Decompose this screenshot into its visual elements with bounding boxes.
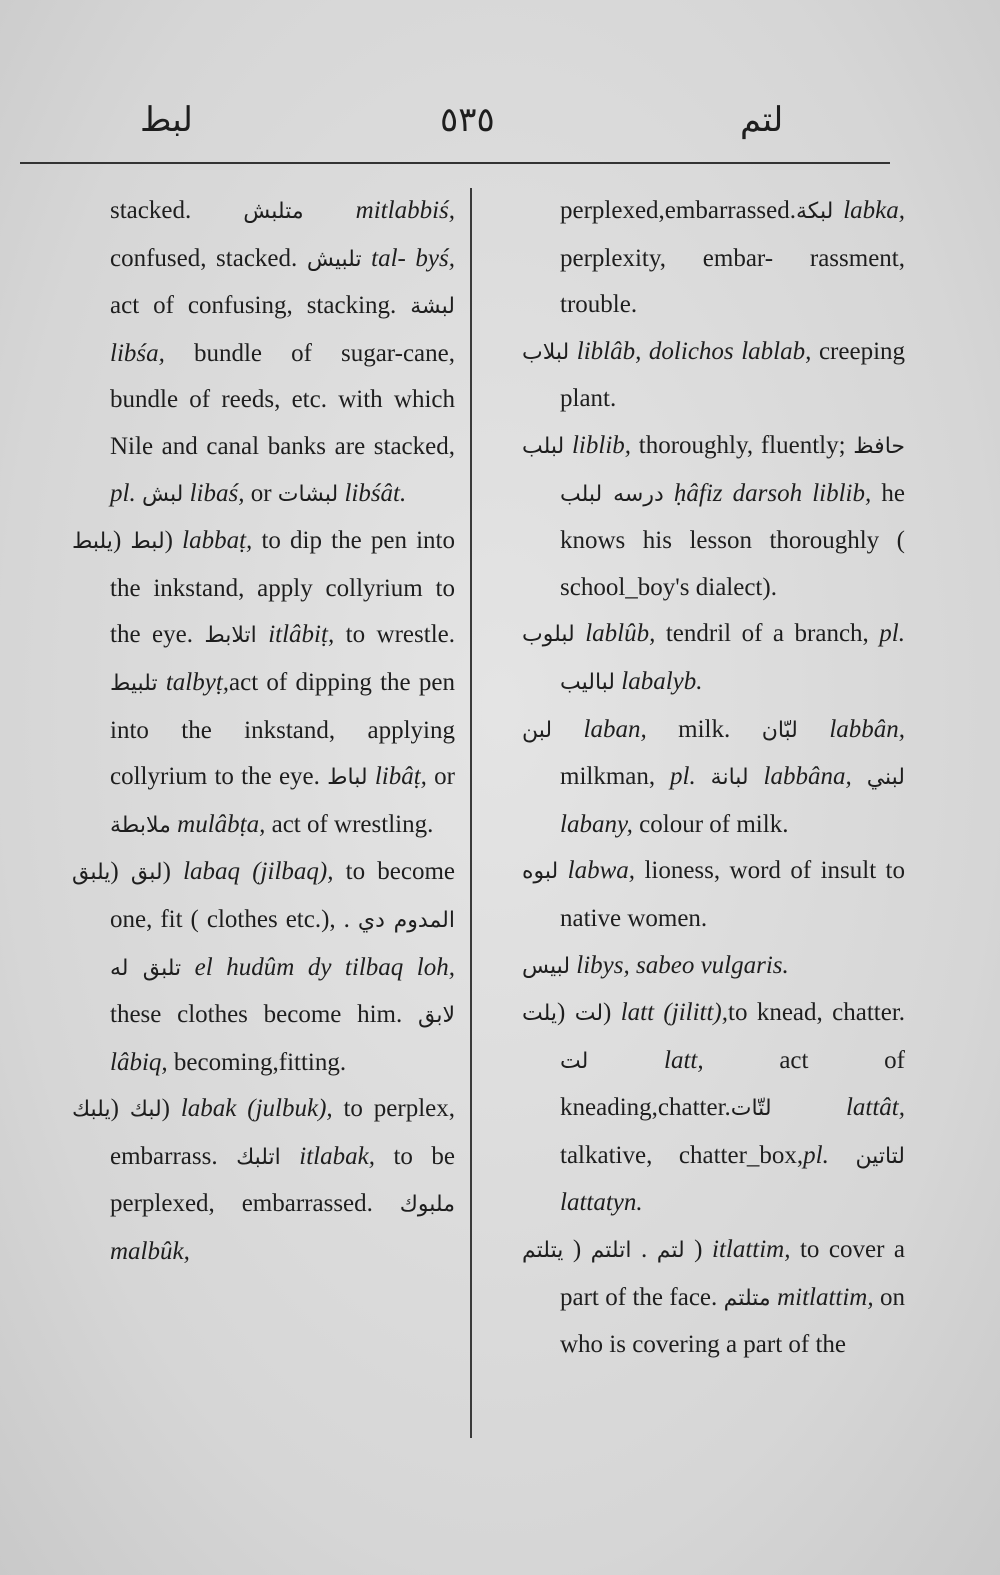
entry-headword: لبلب bbox=[522, 433, 565, 459]
arabic-term: اتلابط bbox=[204, 623, 257, 649]
arabic-term: تلبيش bbox=[306, 246, 362, 272]
transliteration: talbyṭ, bbox=[157, 668, 230, 696]
definition-text: ) bbox=[603, 999, 621, 1027]
arabic-term: لابق bbox=[417, 1003, 455, 1029]
transliteration: tal- byś, bbox=[361, 244, 455, 272]
definition-text: creeping plant. bbox=[560, 337, 906, 413]
transliteration: itlattim, bbox=[712, 1236, 791, 1264]
transliteration: lattât, bbox=[771, 1094, 905, 1122]
transliteration: libaś, bbox=[183, 479, 245, 507]
transliteration: malbûk, bbox=[110, 1238, 190, 1266]
transliteration: lâbiq, bbox=[110, 1048, 168, 1076]
definition-text: ( bbox=[110, 858, 119, 886]
definition-text: on who is covering a part of the bbox=[560, 1283, 905, 1359]
dictionary-entry bbox=[522, 848, 905, 942]
arabic-term: لبّان bbox=[761, 717, 798, 743]
arabic-term: تلبيط bbox=[110, 670, 158, 696]
arabic-term: لت bbox=[560, 1048, 589, 1074]
transliteration: el hudûm dy tilbaq loh, bbox=[181, 953, 455, 981]
transliteration: lablûb, bbox=[585, 620, 656, 648]
arabic-term: يتلتم bbox=[522, 1238, 564, 1264]
arabic-term: لبشة bbox=[410, 294, 455, 320]
dictionary-entry bbox=[522, 1227, 905, 1369]
arabic-term: متلبش bbox=[243, 199, 304, 224]
definition-text: these clothes become him. bbox=[110, 1001, 418, 1029]
transliteration: pl. bbox=[110, 479, 142, 507]
transliteration: liblâb, dolichos lablab, bbox=[576, 337, 812, 365]
arabic-term: يلبك bbox=[72, 1097, 111, 1123]
transliteration: labaq (jilbaq), bbox=[183, 858, 334, 886]
transliteration: labalyb. bbox=[615, 667, 703, 695]
definition-text: lioness, word of insult to native women. bbox=[560, 857, 906, 932]
definition-text: tendril of a branch, bbox=[655, 620, 880, 648]
dictionary-entry bbox=[72, 518, 455, 849]
entry-headword: لبيس bbox=[522, 953, 571, 979]
definition-text: perplexed,embarrassed. bbox=[560, 197, 796, 224]
definition-text: confused, stacked. bbox=[110, 244, 307, 272]
left-continuation bbox=[110, 188, 455, 518]
definition-text: to dip the pen into the inkstand, apply collyrium to the eye. bbox=[110, 527, 455, 649]
transliteration: pl. bbox=[803, 1141, 856, 1169]
transliteration: itlâbiṭ, bbox=[256, 621, 335, 649]
dictionary-entry bbox=[522, 990, 905, 1227]
definition-text: ) bbox=[164, 527, 183, 555]
arabic-term: يلبق bbox=[72, 860, 111, 886]
entry-headword: لبط bbox=[130, 529, 165, 555]
definition-text: to be perplexed, embarrassed. bbox=[110, 1142, 456, 1218]
entry-headword: لبق bbox=[130, 860, 163, 886]
definition-text: becoming,fitting. bbox=[167, 1048, 347, 1076]
left-column bbox=[72, 188, 456, 1276]
definition-text: act of wrestling. bbox=[265, 810, 434, 838]
definition-text: stacked. bbox=[110, 197, 244, 224]
transliteration: labwa, bbox=[567, 857, 636, 885]
transliteration: labbâna, bbox=[748, 763, 852, 791]
arabic-term: يلت bbox=[522, 1001, 558, 1027]
definition-text: bundle of sugar-cane, bundle of reeds, etc. with which Nile and canal banks are stacked, bbox=[110, 339, 455, 460]
arabic-term: ملابطة bbox=[110, 812, 171, 838]
definition-text: act of confusing, stacking. bbox=[110, 292, 411, 320]
definition-text: ( bbox=[563, 1236, 591, 1264]
definition-text: ) bbox=[684, 1236, 712, 1264]
transliteration: labak (julbuk), bbox=[180, 1095, 333, 1123]
page-number: ٥٣٥ bbox=[440, 102, 495, 139]
definition-text: ) bbox=[161, 1095, 181, 1123]
definition-text: ) bbox=[162, 858, 184, 886]
transliteration: mitlabbiś, bbox=[303, 197, 455, 224]
arabic-term: لبني bbox=[866, 765, 906, 791]
transliteration: labany, bbox=[560, 810, 633, 838]
transliteration: latt (jilitt), bbox=[620, 999, 729, 1027]
dictionary-entry bbox=[522, 611, 905, 706]
definition-text: ( bbox=[557, 999, 566, 1027]
definition-text: he knows his lesson thoroughly ( school_boy's dialect). bbox=[560, 479, 905, 601]
transliteration: libâṭ, bbox=[367, 763, 427, 791]
transliteration: liblib, bbox=[571, 431, 632, 459]
transliteration: pl. bbox=[879, 620, 905, 648]
right-continuation bbox=[560, 188, 905, 329]
definition-text: . bbox=[631, 1236, 648, 1264]
dictionary-entry bbox=[522, 943, 905, 991]
entry-headword: لبلاب bbox=[522, 339, 570, 365]
arabic-term: لباط bbox=[327, 765, 368, 791]
arabic-term: يلبط bbox=[72, 529, 113, 555]
dictionary-entry bbox=[72, 849, 455, 1086]
header-right-keyword: لتم bbox=[740, 102, 784, 139]
arabic-term: لبكة bbox=[796, 199, 834, 224]
definition-text: talkative, chatter_box, bbox=[560, 1141, 804, 1169]
transliteration: pl. bbox=[670, 763, 711, 791]
dictionary-entry bbox=[72, 1086, 455, 1275]
definition-text: to cover a part of the face. bbox=[560, 1236, 906, 1311]
arabic-term: متلتم bbox=[723, 1285, 771, 1311]
definition-text: act of dipping the pen into the inkstand, applying collyrium to the eye. bbox=[110, 668, 455, 791]
entry-headword: لتم bbox=[656, 1238, 685, 1264]
definition-text: ( bbox=[112, 527, 122, 555]
arabic-term: لباليب bbox=[560, 669, 615, 695]
arabic-term: المدوم دي تلبق له bbox=[110, 907, 455, 981]
transliteration: labbân, bbox=[797, 715, 906, 743]
definition-text: milk. bbox=[646, 715, 762, 743]
arabic-term: اتلبك bbox=[236, 1144, 281, 1170]
definition-text: milkman, bbox=[560, 763, 671, 791]
transliteration: ḥâfiz darsoh liblib, bbox=[663, 479, 872, 507]
page-header bbox=[20, 100, 890, 160]
dictionary-entry bbox=[522, 707, 905, 849]
transliteration: libśa, bbox=[110, 339, 165, 367]
definition-text: to knead, chatter. bbox=[728, 999, 906, 1027]
arabic-term: لتّات bbox=[730, 1096, 772, 1122]
transliteration: laban, bbox=[583, 715, 647, 743]
arabic-term: اتلتم bbox=[590, 1238, 632, 1264]
definition-text: ( bbox=[110, 1095, 119, 1123]
transliteration: labbaṭ, bbox=[182, 527, 253, 555]
entry-headword: لبك bbox=[129, 1097, 162, 1123]
column-divider bbox=[470, 188, 472, 1438]
definition-text: to become one, fit ( clothes etc.), . bbox=[110, 858, 455, 933]
definition-text: perplexity, embar- rassment, trouble. bbox=[560, 244, 905, 319]
entry-headword: لبلوب bbox=[522, 622, 575, 648]
transliteration: latt, bbox=[588, 1046, 704, 1074]
arabic-term: لبشات bbox=[277, 481, 339, 507]
definition-text: or bbox=[426, 763, 456, 791]
transliteration: labka, bbox=[833, 197, 905, 224]
arabic-term: حافظ درسه لبلب bbox=[560, 433, 905, 507]
definition-text: thoroughly, fluently; bbox=[631, 431, 854, 459]
arabic-term: لبش bbox=[141, 481, 184, 507]
entry-headword: لبن bbox=[522, 717, 553, 743]
definition-text: colour of milk. bbox=[632, 810, 789, 838]
transliteration: lattatyn. bbox=[560, 1189, 643, 1217]
transliteration: mulâbṭa, bbox=[170, 810, 266, 838]
entry-headword: لبوه bbox=[522, 859, 559, 885]
header-rule bbox=[20, 162, 890, 164]
arabic-term: لتاتين bbox=[855, 1143, 905, 1169]
dictionary-entry bbox=[522, 329, 905, 423]
definition-text: act of kneading,chatter. bbox=[560, 1046, 905, 1122]
definition-text bbox=[852, 763, 867, 790]
right-column bbox=[522, 188, 906, 1369]
header-left-keyword: لبط bbox=[140, 102, 193, 139]
definition-text: or bbox=[244, 479, 278, 507]
arabic-term: ملبوك bbox=[399, 1192, 455, 1218]
transliteration: libśât. bbox=[338, 479, 407, 507]
transliteration: itlabak, bbox=[280, 1142, 375, 1170]
dictionary-entry bbox=[522, 423, 905, 611]
definition-text: to wrestle. bbox=[334, 621, 455, 649]
arabic-term: لبانة bbox=[710, 765, 749, 791]
transliteration: libys, sabeo vulgaris. bbox=[576, 951, 789, 979]
definition-text: to perplex, embarrass. bbox=[110, 1095, 455, 1170]
transliteration: mitlattim, bbox=[770, 1283, 874, 1311]
entry-headword: لت bbox=[574, 1001, 604, 1027]
